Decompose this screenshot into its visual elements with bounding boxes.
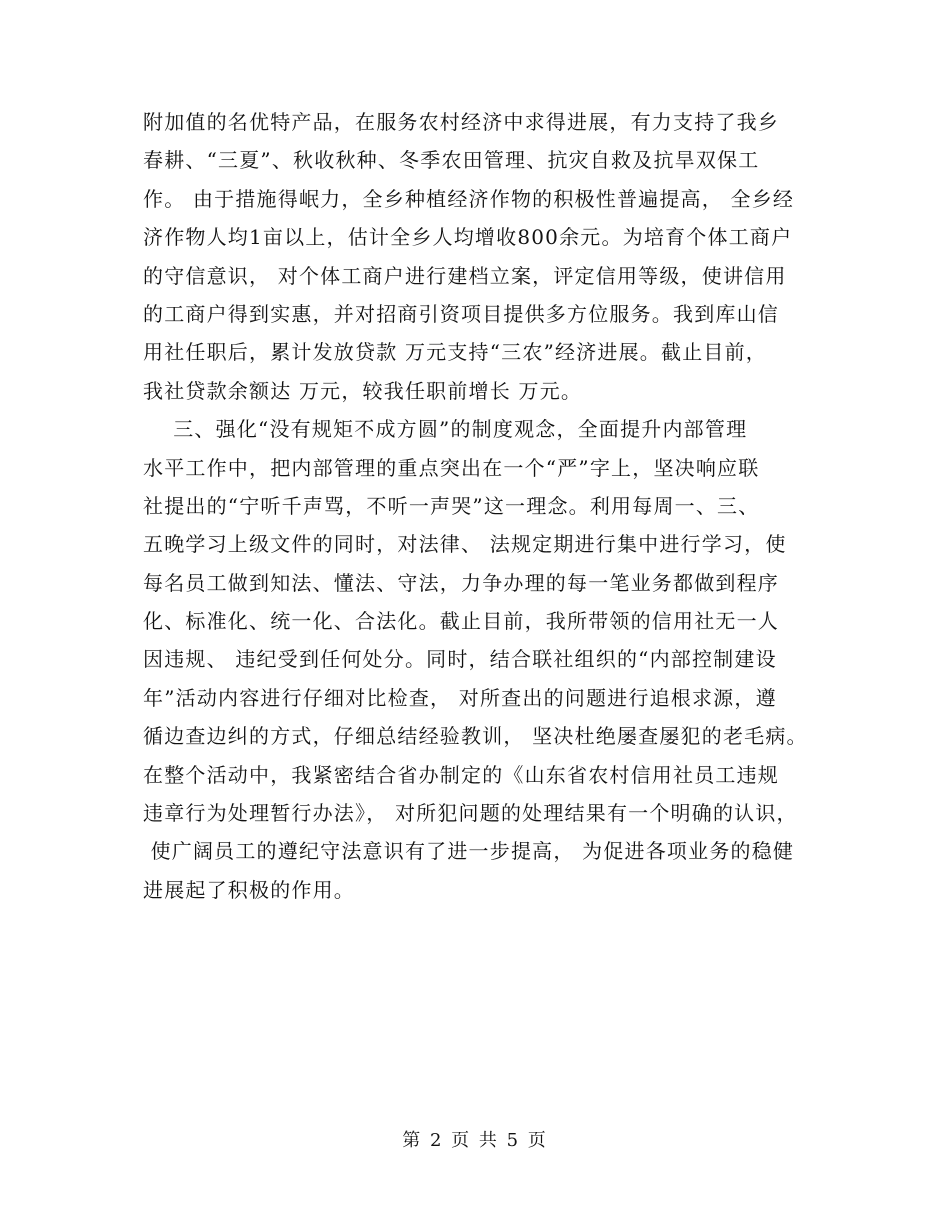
page-footer: 第 2 页 共 5 页 [402,1130,548,1151]
body-text [143,103,823,909]
text-line: 济作物人均1亩以上，估计全乡人均增收800余元。为培育个体工商户 [143,225,793,250]
text-line: 我社贷款余额达 万元，较我任职前增长 万元。 [143,378,583,403]
text-line: 春耕、“三夏”、秋收秋种、冬季农田管理、抗灾自救及抗旱双保工 [143,148,760,173]
text-line: 社提出的“宁听千声骂，不听一声哭”这一理念。利用每周一、三、 [143,493,760,518]
text-line: 水平工作中，把内部管理的重点突出在一个“严”字上，坚决响应联 [143,455,760,480]
text-line: 在整个活动中，我紧密结合省办制定的《山东省农村信用社员工违规 [143,762,779,787]
section-heading-line: 三、强化“没有规矩不成方圆”的制度观念，全面提升内部管理 [143,417,748,442]
text-line: 作。 由于措施得岷力，全乡种植经济作物的积极性普遍提高， 全乡经 [143,186,795,211]
text-line: 化、标准化、统一化、合法化。截止目前，我所带领的信用社无一人 [143,609,779,634]
text-line: 附加值的名优特产品，在服务农村经济中求得进展，有力支持了我乡 [143,110,779,134]
text-line: 的守信意识， 对个体工商户进行建档立案，评定信用等级，使讲信用 [143,263,787,288]
text-line: 年”活动内容进行仔细对比检查， 对所查出的问题进行追根求源，遵 [143,685,777,710]
text-line: 进展起了积极的作用。 [143,877,355,902]
text-line: 循边查边纠的方式，仔细总结经验教训， 坚决杜绝屡查屡犯的老毛病。 [143,724,808,749]
text-line: 五晚学习上级文件的同时，对法律、 法规定期进行集中进行学习，使 [143,532,787,557]
text-line: 使广阔员工的遵纪守法意识有了进一步提高， 为促进各项业务的稳健 [143,839,795,864]
text-line: 用社任职后，累计发放贷款 万元支持“三农”经济进展。截止目前， [143,340,768,365]
text-line: 的工商户得到实惠，并对招商引资项目提供多方位服务。我到库山信 [143,301,779,326]
text-line: 每名员工做到知法、懂法、守法，力争办理的每一笔业务都做到程序 [143,570,779,595]
text-line: 因违规、 违纪受到任何处分。同时，结合联社组织的“内部控制建设 [143,647,777,672]
text-line: 违章行为处理暂行办法》， 对所犯问题的处理结果有一个明确的认识， [143,801,798,826]
